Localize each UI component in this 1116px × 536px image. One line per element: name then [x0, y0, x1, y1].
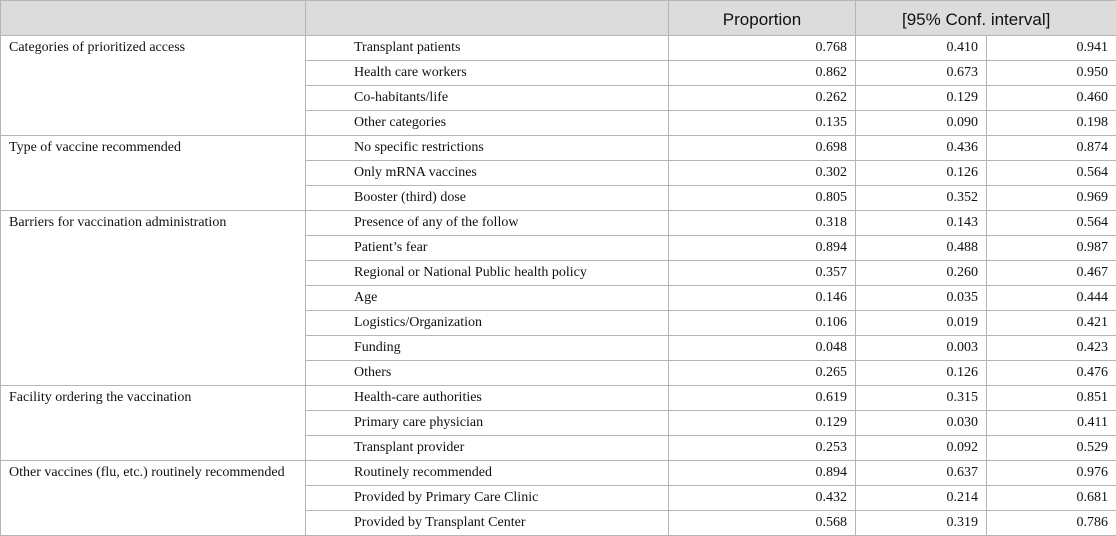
ci-lower-value: 0.129 [856, 86, 987, 111]
item-label: Patient’s fear [306, 236, 669, 261]
item-label: Provided by Transplant Center [306, 511, 669, 536]
category-cell: Facility ordering the vaccination [1, 386, 306, 461]
item-label: Other categories [306, 111, 669, 136]
proportion-value: 0.129 [669, 411, 856, 436]
category-cell: Categories of prioritized access [1, 36, 306, 136]
ci-upper-value: 0.529 [987, 436, 1116, 461]
ci-lower-value: 0.352 [856, 186, 987, 211]
proportion-value: 0.894 [669, 236, 856, 261]
ci-lower-value: 0.035 [856, 286, 987, 311]
proportion-value: 0.698 [669, 136, 856, 161]
ci-upper-value: 0.786 [987, 511, 1116, 536]
ci-upper-value: 0.423 [987, 336, 1116, 361]
category-cell: Type of vaccine recommended [1, 136, 306, 211]
proportion-value: 0.253 [669, 436, 856, 461]
proportion-value: 0.805 [669, 186, 856, 211]
table-body [1, 36, 1116, 536]
proportion-value: 0.568 [669, 511, 856, 536]
proportion-value: 0.146 [669, 286, 856, 311]
table-row [1, 36, 1116, 61]
item-label: Booster (third) dose [306, 186, 669, 211]
ci-upper-value: 0.941 [987, 36, 1116, 61]
proportion-value: 0.894 [669, 461, 856, 486]
item-label: Funding [306, 336, 669, 361]
ci-upper-value: 0.467 [987, 261, 1116, 286]
ci-lower-value: 0.214 [856, 486, 987, 511]
item-label: Routinely recommended [306, 461, 669, 486]
item-label: Transplant provider [306, 436, 669, 461]
item-label: Regional or National Public health policy [306, 261, 669, 286]
ci-lower-value: 0.436 [856, 136, 987, 161]
ci-upper-value: 0.421 [987, 311, 1116, 336]
item-label: Health care workers [306, 61, 669, 86]
ci-upper-value: 0.564 [987, 161, 1116, 186]
ci-lower-value: 0.090 [856, 111, 987, 136]
item-label: Primary care physician [306, 411, 669, 436]
ci-upper-value: 0.950 [987, 61, 1116, 86]
header-confidence-interval: [95% Conf. interval] [856, 1, 1116, 36]
header-proportion: Proportion [669, 1, 856, 36]
category-cell: Other vaccines (flu, etc.) routinely recommended [1, 461, 306, 536]
ci-upper-value: 0.460 [987, 86, 1116, 111]
item-label: Co-habitants/life [306, 86, 669, 111]
ci-lower-value: 0.319 [856, 511, 987, 536]
ci-upper-value: 0.969 [987, 186, 1116, 211]
ci-lower-value: 0.637 [856, 461, 987, 486]
proportion-value: 0.048 [669, 336, 856, 361]
ci-lower-value: 0.019 [856, 311, 987, 336]
ci-lower-value: 0.410 [856, 36, 987, 61]
item-label: Age [306, 286, 669, 311]
ci-upper-value: 0.444 [987, 286, 1116, 311]
table-row [1, 136, 1116, 161]
category-cell: Barriers for vaccination administration [1, 211, 306, 386]
proportion-value: 0.432 [669, 486, 856, 511]
ci-upper-value: 0.198 [987, 111, 1116, 136]
ci-upper-value: 0.976 [987, 461, 1116, 486]
proportion-value: 0.106 [669, 311, 856, 336]
item-label: Transplant patients [306, 36, 669, 61]
item-label: Health-care authorities [306, 386, 669, 411]
item-label: Only mRNA vaccines [306, 161, 669, 186]
proportion-value: 0.357 [669, 261, 856, 286]
ci-lower-value: 0.260 [856, 261, 987, 286]
ci-lower-value: 0.673 [856, 61, 987, 86]
table-row [1, 386, 1116, 411]
ci-upper-value: 0.874 [987, 136, 1116, 161]
ci-upper-value: 0.987 [987, 236, 1116, 261]
ci-lower-value: 0.003 [856, 336, 987, 361]
header-row [1, 1, 1116, 36]
ci-lower-value: 0.488 [856, 236, 987, 261]
header-category [1, 1, 306, 36]
ci-lower-value: 0.315 [856, 386, 987, 411]
ci-lower-value: 0.143 [856, 211, 987, 236]
ci-upper-value: 0.851 [987, 386, 1116, 411]
proportion-value: 0.262 [669, 86, 856, 111]
proportion-value: 0.318 [669, 211, 856, 236]
item-label: Presence of any of the follow [306, 211, 669, 236]
ci-upper-value: 0.411 [987, 411, 1116, 436]
proportion-value: 0.862 [669, 61, 856, 86]
table-row [1, 211, 1116, 236]
item-label: Logistics/Organization [306, 311, 669, 336]
proportion-value: 0.619 [669, 386, 856, 411]
table-row [1, 461, 1116, 486]
ci-lower-value: 0.030 [856, 411, 987, 436]
ci-upper-value: 0.564 [987, 211, 1116, 236]
proportion-value: 0.135 [669, 111, 856, 136]
proportion-value: 0.265 [669, 361, 856, 386]
item-label: Provided by Primary Care Clinic [306, 486, 669, 511]
item-label: Others [306, 361, 669, 386]
ci-upper-value: 0.476 [987, 361, 1116, 386]
ci-lower-value: 0.092 [856, 436, 987, 461]
ci-upper-value: 0.681 [987, 486, 1116, 511]
ci-lower-value: 0.126 [856, 361, 987, 386]
item-label: No specific restrictions [306, 136, 669, 161]
header-item [306, 1, 669, 36]
proportion-value: 0.302 [669, 161, 856, 186]
proportion-value: 0.768 [669, 36, 856, 61]
ci-lower-value: 0.126 [856, 161, 987, 186]
